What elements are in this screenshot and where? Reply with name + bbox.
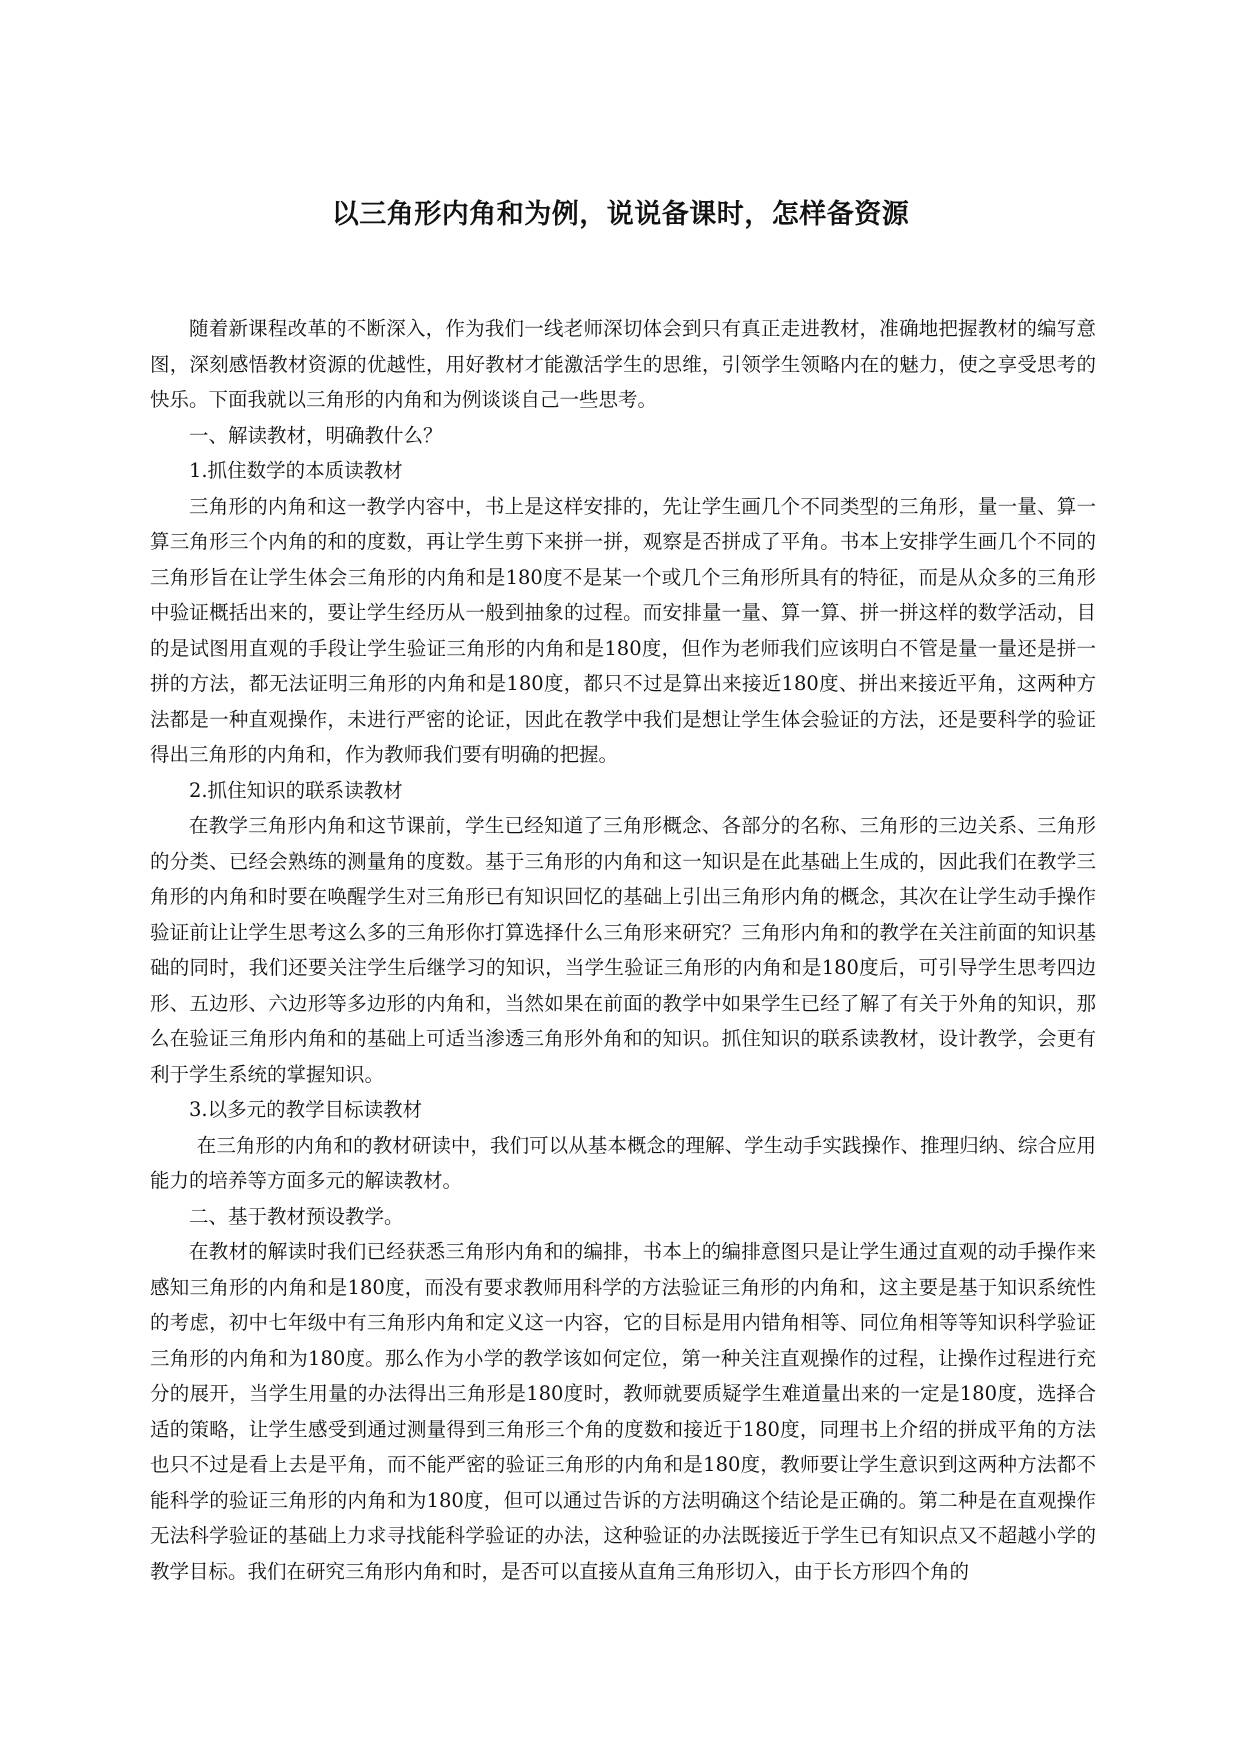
section-heading-1: 一、解读教材，明确教什么？ bbox=[189, 423, 443, 447]
document-title: 以三角形内角和为例，说说备课时，怎样备资源 bbox=[331, 199, 910, 230]
paragraph-goals: 在三角形的内角和的教材研读中，我们可以从基本概念的理解、学生动手实践操作、推理归纳、综合应用能力的培养等方面多元的解读教材。 bbox=[150, 1133, 1096, 1192]
paragraph-essence: 三角形的内角和这一教学内容中，书上是这样安排的，先让学生画几个不同类型的三角形，量一量、算一算三角形三个内角的和的度数，再让学生剪下来拼一拼，观察是否拼成了平角。书本上安排学生画几个不同的三角形旨在让学生体会三角形的内角和是180度不是某一个或几个三角形所具有的特征，而是从众多的三角形中验证概括出来的，要让学生经历从一般到抽象的过程。而安排量一量、算一算、拼一拼这样的数学活动，目的是试图用直观的手段让学生验证三角形的内角和是180度，但作为老师我们应该明白不管是量一量还是拼一拼的方法，都无法证明三角形的内角和是180度，都只不过是算出来接近180度、拼出来接近平角，这两种方法都是一种直观操作，未进行严密的论证，因此在教学中我们是想让学生体会验证的方法，还是要科学的验证得出三角形的内角和，作为教师我们要有明确的把握。 bbox=[150, 494, 1096, 766]
section-heading-2: 二、基于教材预设教学。 bbox=[189, 1204, 404, 1228]
subsection-heading-3: 3.以多元的教学目标读教材 bbox=[189, 1098, 423, 1121]
paragraph-connections: 在教学三角形内角和这节课前，学生已经知道了三角形概念、各部分的名称、三角形的三边关系、三角形的分类、已经会熟练的测量角的度数。基于三角形的内角和这一知识是在此基础上生成的，因此我们在教学三角形的内角和时要在唤醒学生对三角形已有知识回忆的基础上引出三角形内角的概念，其次在让学生动手操作验证前让让学生思考这么多的三角形你打算选择什么三角形来研究？三角形内角和的教学在关注前面的知识基础的同时，我们还要关注学生后继学习的知识，当学生验证三角形的内角和是180度后，可引导学生思考四边形、五边形、六边形等多边形的内角和，当然如果在前面的教学中如果学生已经了解了有关于外角的知识，那么在验证三角形内角和的基础上可适当渗透三角形外角和的知识。抓住知识的联系读教材，设计教学，会更有利于学生系统的掌握知识。 bbox=[150, 814, 1096, 1086]
document-body bbox=[150, 311, 1096, 1589]
paragraph-teaching-design: 在教材的解读时我们已经获悉三角形内角和的编排，书本上的编排意图只是让学生通过直观的动手操作来感知三角形的内角和是180度，而没有要求教师用科学的方法验证三角形的内角和，这主要是基于知识系统性的考虑，初中七年级中有三角形内角和定义这一内容，它的目标是用内错角相等、同位角相等等知识科学验证三角形的内角和为180度。那么作为小学的教学该如何定位，第一种关注直观操作的过程，让操作过程进行充分的展开，当学生用量的办法得出三角形是180度时，教师就要质疑学生难道量出来的一定是180度，选择合适的策略，让学生感受到通过测量得到三角形三个角的度数和接近于180度，同理书上介绍的拼成平角的方法也只不过是看上去是平角，而不能严密的验证三角形的内角和是180度，教师要让学生意识到这两种方法都不能科学的验证三角形的内角和为180度，但可以通过告诉的方法明确这个结论是正确的。第二种是在直观操作无法科学验证的基础上力求寻找能科学验证的办法，这种验证的办法既接近于学生已有知识点又不超越小学的教学目标。我们在研究三角形内角和时，是否可以直接从直角三角形切入，由于长方形四个角的 bbox=[150, 1240, 1096, 1583]
intro-paragraph: 随着新课程改革的不断深入，作为我们一线老师深切体会到只有真正走进教材，准确地把握教材的编写意图，深刻感悟教材资源的优越性，用好教材才能激活学生的思维，引领学生领略内在的魅力，使之享受思考的快乐。下面我就以三角形的内角和为例谈谈自己一些思考。 bbox=[150, 317, 1096, 411]
subsection-heading-1: 1.抓住数学的本质读教材 bbox=[189, 459, 403, 482]
subsection-heading-2: 2.抓住知识的联系读教材 bbox=[189, 778, 403, 802]
